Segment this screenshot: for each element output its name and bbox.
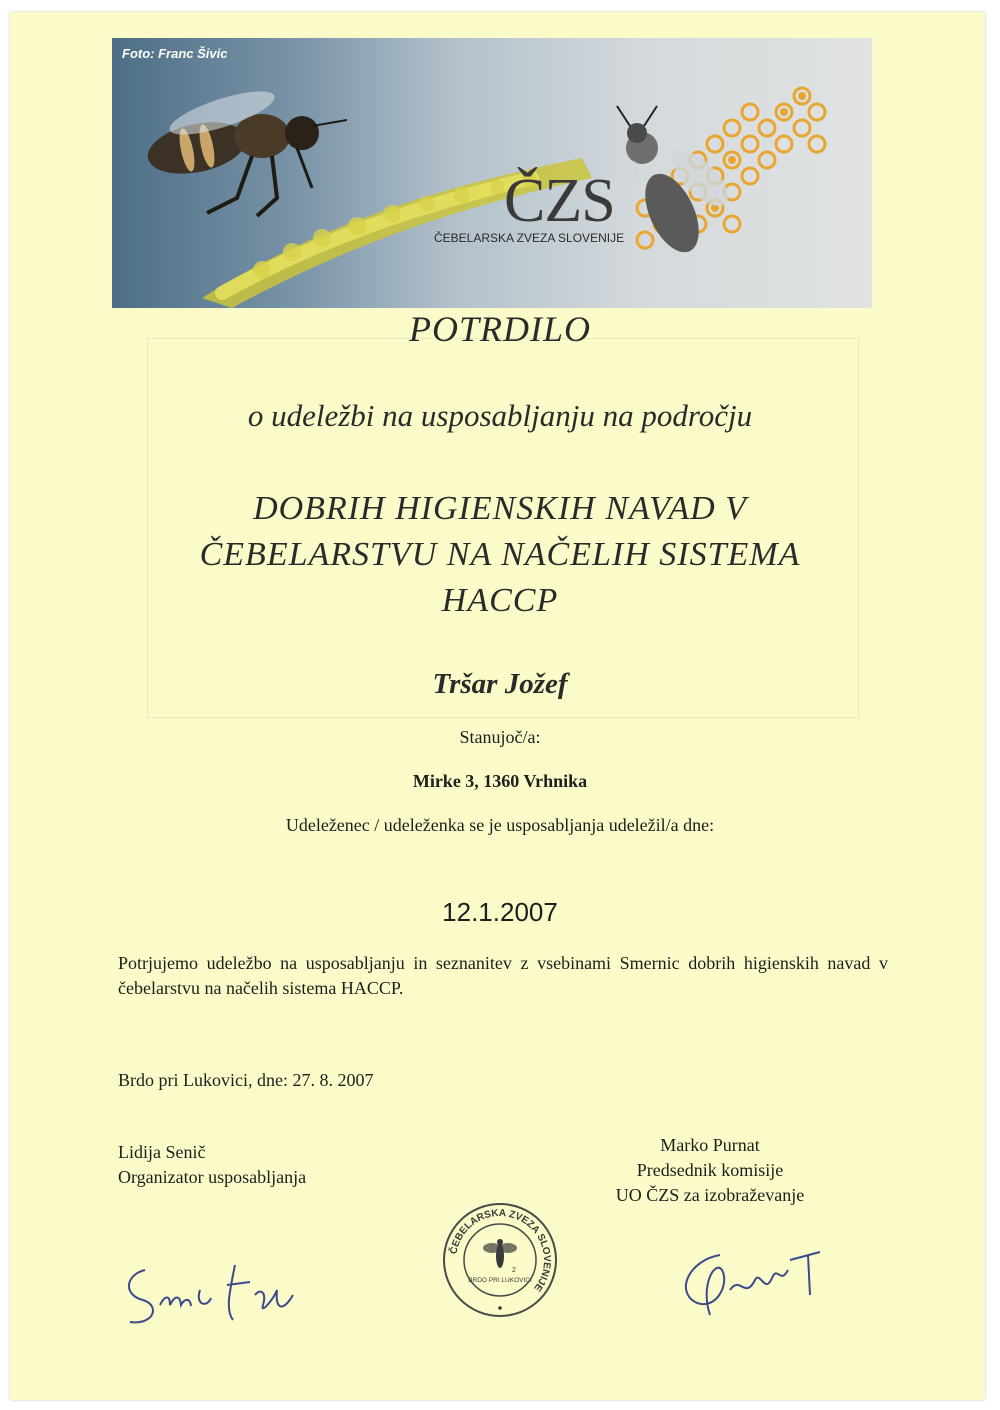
czs-logo-subtitle: ČEBELARSKA ZVEZA SLOVENIJE	[434, 231, 625, 245]
confirmation-paragraph: Potrjujemo udeležbo na usposabljanju in seznanitev z vsebinami Smernic dobrih higienskih navad v čebelarstvu na načelih sistema HACCP.	[118, 953, 888, 998]
bee-photo	[112, 38, 872, 308]
stamp-bee-icon	[483, 1239, 517, 1268]
residence-label: Stanujoč/a:	[459, 727, 541, 747]
place-and-date: Brdo pri Lukovici, dne: 27. 8. 2007	[118, 1070, 374, 1090]
participant-address: Mirke 3, 1360 Vrhnika	[412, 771, 588, 791]
right-handwritten-signature	[660, 1240, 840, 1330]
czs-logo: ČZS	[504, 167, 615, 235]
bleed-through-table	[147, 338, 859, 718]
left-signatory-role: Organizator usposabljanja	[118, 1167, 307, 1187]
official-stamp	[440, 1200, 560, 1320]
participant-name: Tršar Jožef	[432, 668, 568, 700]
right-signatory	[560, 1133, 860, 1208]
program-line-3: HACCP	[441, 582, 559, 619]
program-line-2: ČEBELARSTVU NA NAČELIH SISTEMA	[199, 536, 801, 573]
left-handwritten-signature	[115, 1250, 315, 1340]
stamp-inner-text: BRDO PRI LUKOVICI	[468, 1277, 532, 1284]
stamp-ring-text: ČEBELARSKA ZVEZA SLOVENIJE	[448, 1207, 553, 1294]
program-line-1: DOBRIH HIGIENSKIH NAVAD V	[253, 490, 747, 527]
left-signatory-name: Lidija Senič	[118, 1142, 206, 1162]
photo-credit: Foto: Franc Šivic	[122, 46, 228, 61]
right-signatory-name: Marko Purnat	[660, 1135, 760, 1155]
certificate-title: POTRDILO	[408, 309, 591, 349]
right-signatory-role: Predsednik komisije	[636, 1160, 784, 1180]
right-signatory-role-2: UO ČZS za izobraževanje	[615, 1185, 805, 1205]
certificate-subtitle: o udeležbi na usposabljanju na področju	[247, 398, 753, 433]
left-signatory	[118, 1140, 306, 1190]
attendance-text: Udeleženec / udeleženka se je usposabljanja udeležil/a dne:	[285, 815, 715, 835]
stamp-number: 2	[512, 1267, 516, 1274]
attendance-date: 12.1.2007	[442, 897, 558, 927]
header-banner	[112, 38, 872, 308]
